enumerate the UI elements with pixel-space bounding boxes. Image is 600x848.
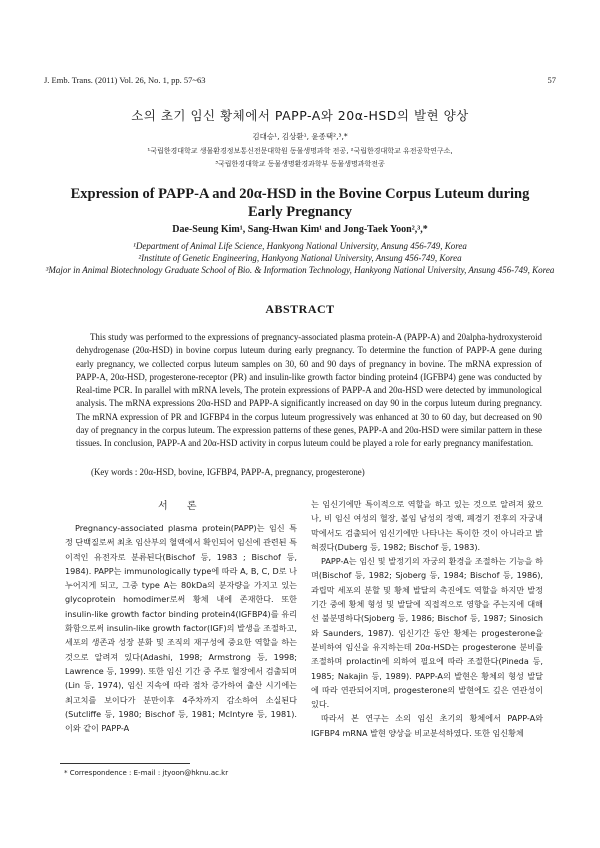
english-affiliation-2: ²Institute of Genetic Engineering, Hankyong National University, Ansung 456-749, Korea xyxy=(138,253,462,263)
intro-paragraph: 는 임신기에만 특이적으로 역할을 하고 있는 것으로 알려져 왔으나, 비 임신 여성의 혈장, 볼임 남성의 정액, 폐경기 전후의 자궁내막에서도 검출되어 임신기에만 나타나는 특이한 것이 아니라고 밝혀졌다(Duberg 등, 1982; Bischof 등, 1983). xyxy=(311,499,543,552)
abstract-body: This study was performed to the expressions of pregnancy-associated plasma protein-A (PAPP-A) and 20alpha-hydroxysteroid dehydrogenase (20α-HSD) in bovine corpus luteum during early pregnancy. To determine the function of PAPP-A gene during early pregnancy, we collected corpus luteum samples on 30, 60 and 90 days of pregnancy in bovine. The mRNA expression of PAPP-A, 20α-HSD, progesterone-receptor (PR) and insulin-like growth factor binding protein4 (IGFBP4) gene was conducted by Real-time PCR. In parallel with mRNA levels, The protein expressions of PAPP-A and 20α-HSD were detected by immunological analysis. The mRNA expressions 20α-HSD and PAPP-A significantly increased on day 90 in the corpus luteum during pregnancy. The mRNA expression of PR and IGFBP4 in the corpus luteum progressively was enhanced at 30 to 60 day, but decreased on 90 day of pregnancy in the corpus luteum. The expression patterns of these genes, PAPP-A and 20α-HSD were similar pattern in these tissues. In conclusion, PAPP-A and 20α-HSD activity in corpus luteum could be played a role for early pregnancy manifestation. xyxy=(76,332,542,449)
abstract-heading: ABSTRACT xyxy=(265,302,335,316)
page-number: 57 xyxy=(547,75,556,85)
english-affiliation-3: ³Major in Animal Biotechnology Graduate School of Bio. & Information Technology, Hankyong National University, Ansung 456-749, Korea xyxy=(45,265,555,275)
intro-paragraph: 따라서 본 연구는 소의 임신 초기의 황체에서 PAPP-A와 IGFBP4 mRNA 발현 양상을 비교분석하였다. 또한 임신황체 xyxy=(311,713,543,738)
korean-affiliation-2: ³국립한경대학교 동물생명환경과학부 동물생명과학전공 xyxy=(215,160,385,168)
intro-paragraph: PAPP-A는 임신 및 발정기의 자궁의 환경을 조절하는 기능을 하며(Bischof 등, 1982; Sjoberg 등, 1984; Bischof 등, 1986), 과립막 세포의 분할 및 황체 발달의 촉진에도 역할을 하지만 발정기간 중에 황체 형성 및 발달에 직접적으로 영향을 주는지에 대해선 불분명하다(Sjoberg 등, 1986; Bischof 등, 1987; Sinosich와 Saunders, 1987). 임신기간 동안 황체는 progesterone을 분비하여 임신을 유지하는데 20α-HSD는 progesterone 분비를 조절하며 prolactin에 의하여 필요에 따라 조절한다(Pineda 등, 1985; Nakajin 등, 1989). PAPP-A의 발현은 황체의 형성 발달에 따라 연관되어지며, progesterone의 발현에도 깊은 연관성이 있다. xyxy=(311,556,543,710)
right-column xyxy=(311,497,543,740)
left-column xyxy=(65,521,297,735)
korean-affiliation-1: ¹국립한경대학교 생물환경정보통신전문대학원 동물생명과학 전공, ²국립한경대학교 유전공학연구소, xyxy=(147,147,453,155)
english-authors: Dae-Seung Kim¹, Sang-Hwan Kim¹ and Jong-Taek Yoon²,³,* xyxy=(172,224,428,235)
correspondence-footnote: * Correspondence : E-mail : jtyoon@hknu.ac.kr xyxy=(64,769,229,777)
intro-paragraph: Pregnancy-associated plasma protein(PAPP)는 임신 특정 단백질로써 최초 임산부의 혈액에서 확인되어 임신에 관련된 특이적인 유전자로 분류된다(Bischof 등, 1983 ; Bischof 등, 1984). PAPP는 immunologically type에 따라 A, B, C, D로 나누어지게 되고, 그중 type A는 80kDa의 분자량을 가지고 있는 glycoprotein homodimer로써 황체 내에 존재한다. 또한 insulin-like growth factor binding protein4(IGFBP4)를 유리화함으로써 insulin-like growth factor(IGF)의 발생을 조절하고, 세포의 생존과 성장 분화 및 조직의 재구성에 중요한 역할을 하는 것으로 알려져 있다(Adashi, 1998; Armstrong 등, 1998; Lawrence 등, 1999). 또한 임신 기간 중 주로 혈장에서 검출되며(Lin 등, 1974), 임신 지속에 따라 점차 증가하여 출산 시기에는 최고치를 보이다가 분만이후 4주차까지 감소하여 소실된다(Sutcliffe 등, 1980; Bischof 등, 1981; McIntyre 등, 1981). 이와 같이 PAPP-A xyxy=(65,523,297,734)
english-affiliation-1: ¹Department of Animal Life Science, Hankyong National University, Ansung 456-749, Korea xyxy=(133,241,467,251)
introduction-heading: 서 론 xyxy=(158,501,205,512)
english-title: Expression of PAPP-A and 20α-HSD in the Bovine Corpus Luteum during Early Pregnancy xyxy=(70,186,530,220)
journal-citation: J. Emb. Trans. (2011) Vol. 26, No. 1, pp. 57~63 xyxy=(44,75,206,85)
keywords: (Key words : 20α-HSD, bovine, IGFBP4, PAPP-A, pregnancy, progesterone) xyxy=(91,467,365,477)
korean-authors: 김대승¹, 김상환¹, 윤종택²,³,* xyxy=(252,132,348,141)
korean-title: 소의 초기 임신 황체에서 PAPP-A와 20α-HSD의 발현 양상 xyxy=(131,108,469,123)
footnote-divider xyxy=(60,763,190,764)
